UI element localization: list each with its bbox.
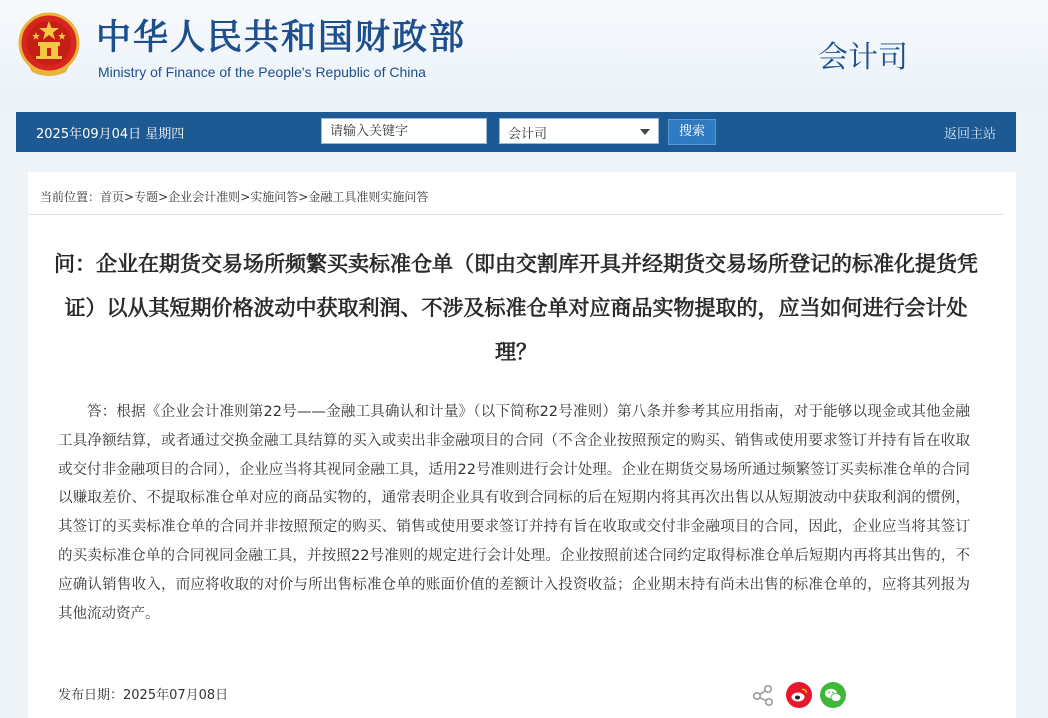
divider [28,214,1004,215]
breadcrumb-separator: > [240,190,251,204]
site-subtitle: Ministry of Finance of the People's Republic of China [98,64,426,80]
toolbar [16,112,1016,152]
share-icon[interactable] [750,682,776,708]
scope-select[interactable] [499,118,659,144]
chevron-down-icon [640,129,650,135]
current-date: 2025年09月04日 星期四 [36,127,185,142]
breadcrumb-separator: > [124,190,135,204]
department-name[interactable]: 会计司 [818,40,908,75]
breadcrumb-prefix: 当前位置： [40,190,101,204]
breadcrumb [40,188,428,205]
publish-date: 发布日期：2025年07月08日 [58,688,229,703]
search-input[interactable] [321,118,487,144]
article-title: 问：企业在期货交易场所频繁买卖标准仓单（即由交割库开具并经期货交易场所登记的标准化提货凭证）以从其短期价格波动中获取利润、不涉及标准仓单对应商品实物提取的，应当如何进行会计处理？ [54,252,978,364]
search-button[interactable]: 搜索 [668,119,716,145]
breadcrumb-item-standards[interactable]: 企业会计准则 [168,190,241,204]
breadcrumb-item-home[interactable]: 首页 [100,190,125,204]
wechat-icon[interactable] [820,682,846,708]
site-title: 中华人民共和国财政部 [96,18,467,58]
breadcrumb-item-topics[interactable]: 专题 [134,190,159,204]
home-link[interactable]: 返回主站 [943,127,996,142]
scope-select-value: 会计司 [508,127,548,142]
site-header [0,0,1048,112]
breadcrumb-separator: > [298,190,309,204]
weibo-icon[interactable] [786,682,812,708]
content-card [28,172,1016,718]
breadcrumb-item-qa[interactable]: 实施问答 [250,190,299,204]
breadcrumb-separator: > [158,190,169,204]
national-emblem-icon [18,12,80,78]
article-body: 答：根据《企业会计准则第22号——金融工具确认和计量》（以下简称22号准则）第八条并参考其应用指南，对于能够以现金或其他金融工具净额结算，或者通过交换金融工具结算的买入或卖出非金融项目的合同（不含企业按照预定的购买、销售或使用要求签订并持有旨在收取或交付非金融项目的合同），企业应当将其视同金融工具，适用22号准则进行会计处理。企业在期货交易场所通过频繁签订买卖标准仓单的合同以赚取差价、不提取标准仓单对应的商品实物的，通常表明企业具有收到合同标的后在短期内将其再次出售以从短期波动中获取利润的惯例，其签订的买卖标准仓单的合同并非按照预定的购买、销售或使用要求签订并持有旨在收取或交付非金融项目的合同，因此，企业应当将其签订的买卖标准仓单的合同视同金融工具，并按照22号准则的规定进行会计处理。企业按照前述合同约定取得标准仓单后短期内再将其出售的，不应确认销售收入，而应将收取的对价与所出售标准仓单的账面价值的差额计入投资收益；企业期末持有尚未出售的标准仓单的，应将其列报为其他流动资产。 [58,404,970,622]
breadcrumb-item-fi-qa[interactable]: 金融工具准则实施问答 [308,190,429,204]
